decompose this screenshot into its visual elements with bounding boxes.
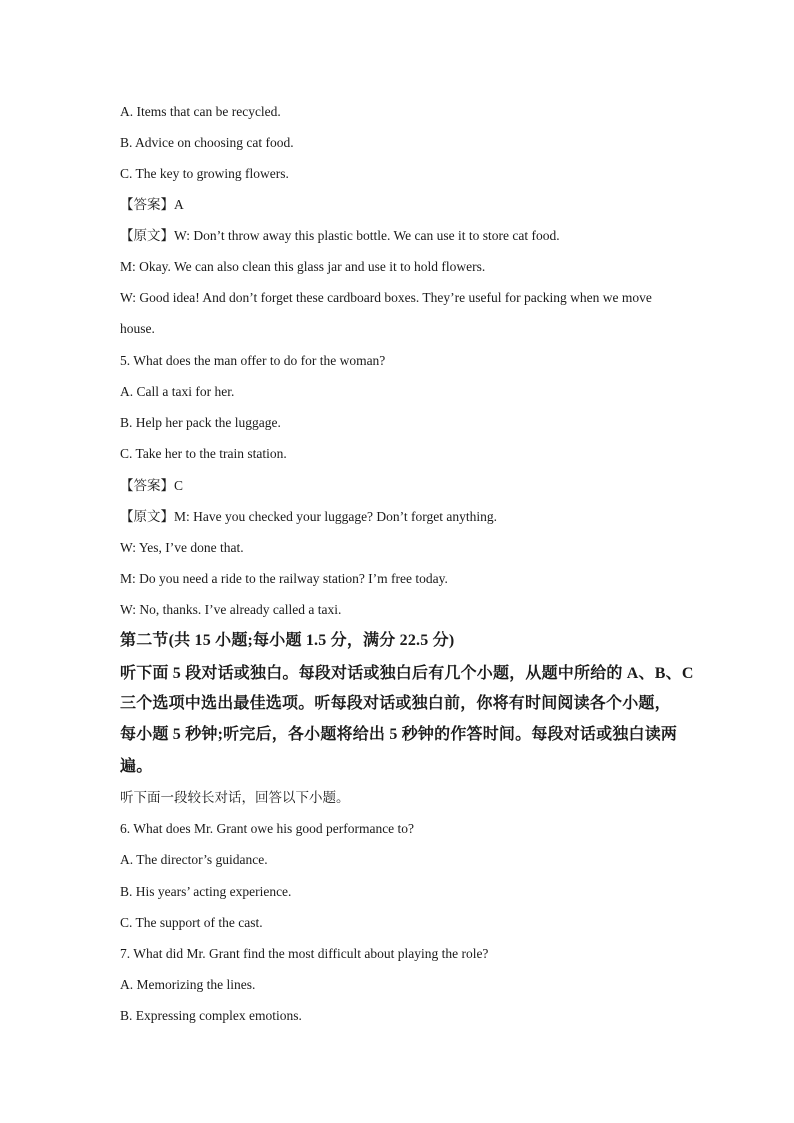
transcript-4-line-2: M: Okay. We can also clean this glass jar and use it to hold flowers. xyxy=(120,259,486,274)
transcript-5-line-2: W: Yes, I’ve done that. xyxy=(120,540,244,555)
option-5c: C. Take her to the train station. xyxy=(120,446,287,461)
option-6b: B. His years’ acting experience. xyxy=(120,884,292,899)
answer-4: 【答案】A xyxy=(120,197,184,212)
option-4c: C. The key to growing flowers. xyxy=(120,166,289,181)
option-7a: A. Memorizing the lines. xyxy=(120,977,256,992)
section-heading: 第二节(共 15 小题;每小题 1.5 分，满分 22.5 分) xyxy=(120,632,455,649)
transcript-5-line-3: M: Do you need a ride to the railway station? I’m free today. xyxy=(120,571,448,586)
question-6: 6. What does Mr. Grant owe his good performance to? xyxy=(120,821,415,836)
transcript-4-line-3: W: Good idea! And don’t forget these cardboard boxes. They’re useful for packing when we move xyxy=(120,290,652,305)
option-5b: B. Help her pack the luggage. xyxy=(120,415,281,430)
instructions-line-3: 每小题 5 秒钟;听完后，各小题将给出 5 秒钟的作答时间。每段对话或独白读两 xyxy=(120,726,678,743)
option-5a: A. Call a taxi for her. xyxy=(120,384,235,399)
answer-5: 【答案】C xyxy=(120,478,184,493)
question-5: 5. What does the man offer to do for the woman? xyxy=(120,353,386,368)
option-6c: C. The support of the cast. xyxy=(120,915,263,930)
option-4a: A. Items that can be recycled. xyxy=(120,104,281,119)
question-7: 7. What did Mr. Grant find the most difficult about playing the role? xyxy=(120,946,489,961)
option-7b: B. Expressing complex emotions. xyxy=(120,1008,302,1023)
transcript-4-line-3-cont: house. xyxy=(120,321,155,336)
dialogue-intro: 听下面一段较长对话，回答以下小题。 xyxy=(120,790,350,805)
option-6a: A. The director’s guidance. xyxy=(120,852,268,867)
instructions-line-1: 听下面 5 段对话或独白。每段对话或独白后有几个小题，从题中所给的 A、B、C xyxy=(120,665,694,682)
option-4b: B. Advice on choosing cat food. xyxy=(120,135,294,150)
transcript-5-line-4: W: No, thanks. I’ve already called a taxi. xyxy=(120,602,342,617)
instructions-line-4: 遍。 xyxy=(120,758,153,775)
transcript-4-line-1: 【原文】W: Don’t throw away this plastic bottle. We can use it to store cat food. xyxy=(120,228,560,243)
instructions-line-2: 三个选项中选出最佳选项。听每段对话或独白前，你将有时间阅读各个小题， xyxy=(120,695,671,712)
transcript-5-line-1: 【原文】M: Have you checked your luggage? Don’t forget anything. xyxy=(120,509,498,524)
